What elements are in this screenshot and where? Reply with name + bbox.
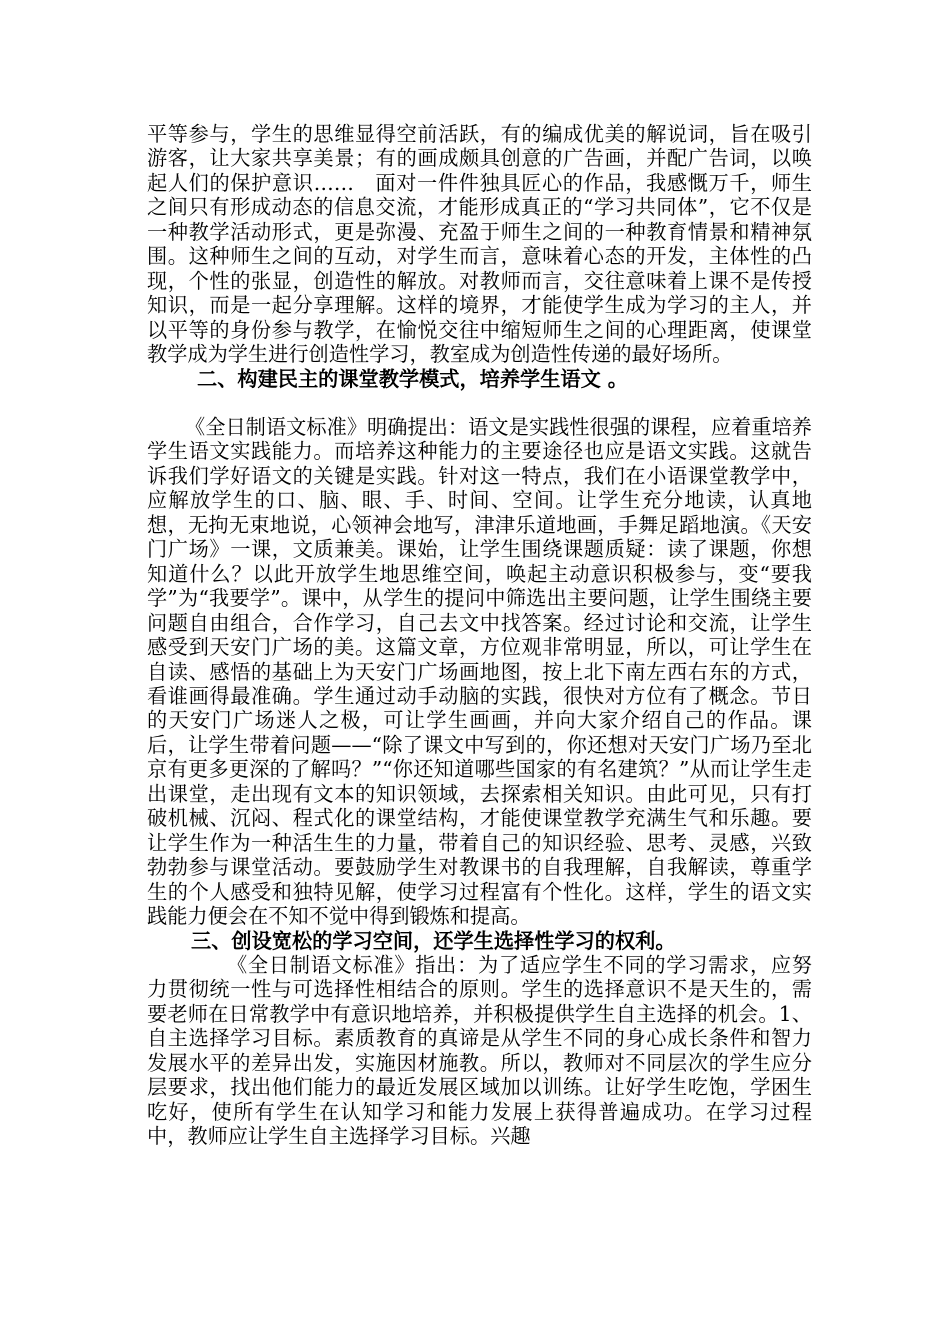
paragraph-selective-learning: 《全日制语文标准》指出：为了适应学生不同的学习需求，应努力贯彻统一性与可选择性相结合的原则。学生的选择意识不是天生的，需要老师在日常教学中有意识地培养，并积极提供学生自主选择的机会。1、自主选择学习目标。素质教育的真谛是从学生不同的身心成长条件和智力发展水平的差异出发，实施因材施教。所以，教师对不同层次的学生应分层要求，找出他们能力的最近发展区域加以训练。让好学生吃饱，学困生吃好，使所有学生在认知学习和能力发展上获得普遍成功。在学习过程中，教师应让学生自主选择学习目标。兴趣: [147, 952, 812, 1149]
paragraph-teacher-student-interaction: 平等参与，学生的思维显得空前活跃，有的编成优美的解说词，旨在吸引游客，让大家共享美景；有的画成颇具创意的广告画，并配广告词，以唤起人们的保护意识…… 面对一件件独具匠心的作品，我感慨万千，师生之间只有形成动态的信息交流，才能形成真正的“学习共同体”，它不仅是一种教学活动形式，更是弥漫、充盈于师生之间的一种教育情景和精神氛围。这种师生之间的互动，对学生而言，意味着心态的开发，主体性的凸现，个性的张显，创造性的解放。对教师而言，交往意味着上课不是传授知识，而是一起分享理解。这样的境界，才能使学生成为学习的主人，并以平等的身份参与教学，在愉悦交往中缩短师生之间的心理距离，使课堂教学成为学生进行创造性学习，教室成为创造性传递的最好场所。: [147, 122, 812, 367]
document-page: [147, 122, 812, 1149]
paragraph-language-practice: 《全日制语文标准》明确提出：语文是实践性很强的课程，应着重培养学生语文实践能力。而培养这种能力的主要途径也应是语文实践。这就告诉我们学好语文的关键是实践。针对这一特点，我们在小语课堂教学中，应解放学生的口、脑、眼、手、时间、空间。让学生充分地读，认真地想，无拘无束地说，心领神会地写，津津乐道地画，手舞足蹈地演。《天安门广场》一课，文质兼美。课始，让学生围绕课题质疑：读了课题，你想知道什么？以此开放学生地思维空间，唤起主动意识积极参与，变“要我学”为“我要学”。课中，从学生的提问中筛选出主要问题，让学生围绕主要问题自由组合，合作学习，自己去文中找答案。经过讨论和交流，让学生感受到天安门广场的美。这篇文章，方位观非常明显，所以，可让学生在自读、感悟的基础上为天安门广场画地图，按上北下南左西右东的方式，看谁画得最准确。学生通过动手动脑的实践，很快对方位有了概念。节日的天安门广场迷人之极，可让学生画画，并向大家介绍自己的作品。课后，让学生带着问题——“除了课文中写到的，你还想对天安门广场乃至北京有更多更深的了解吗？”“你还知道哪些国家的有名建筑？”从而让学生走出课堂，走出现有文本的知识领域，去探索相关知识。由此可见，只有打破机械、沉闷、程式化的课堂结构，才能使课堂教学充满生气和乐趣。要让学生作为一种活生生的力量，带着自己的知识经验、思考、灵感，兴致勃勃参与课堂活动。要鼓励学生对教课书的自我理解，自我解读，尊重学生的个人感受和独特见解，使学习过程富有个性化。这样，学生的语文实践能力便会在不知不觉中得到锻炼和提高。: [147, 414, 812, 929]
section-heading-three: 三、创设宽松的学习空间，还学生选择性学习的权利。: [191, 928, 676, 953]
blank-line: [147, 391, 812, 415]
section-heading-two: 二、构建民主的课堂教学模式，培养学生语文 。: [197, 366, 628, 391]
